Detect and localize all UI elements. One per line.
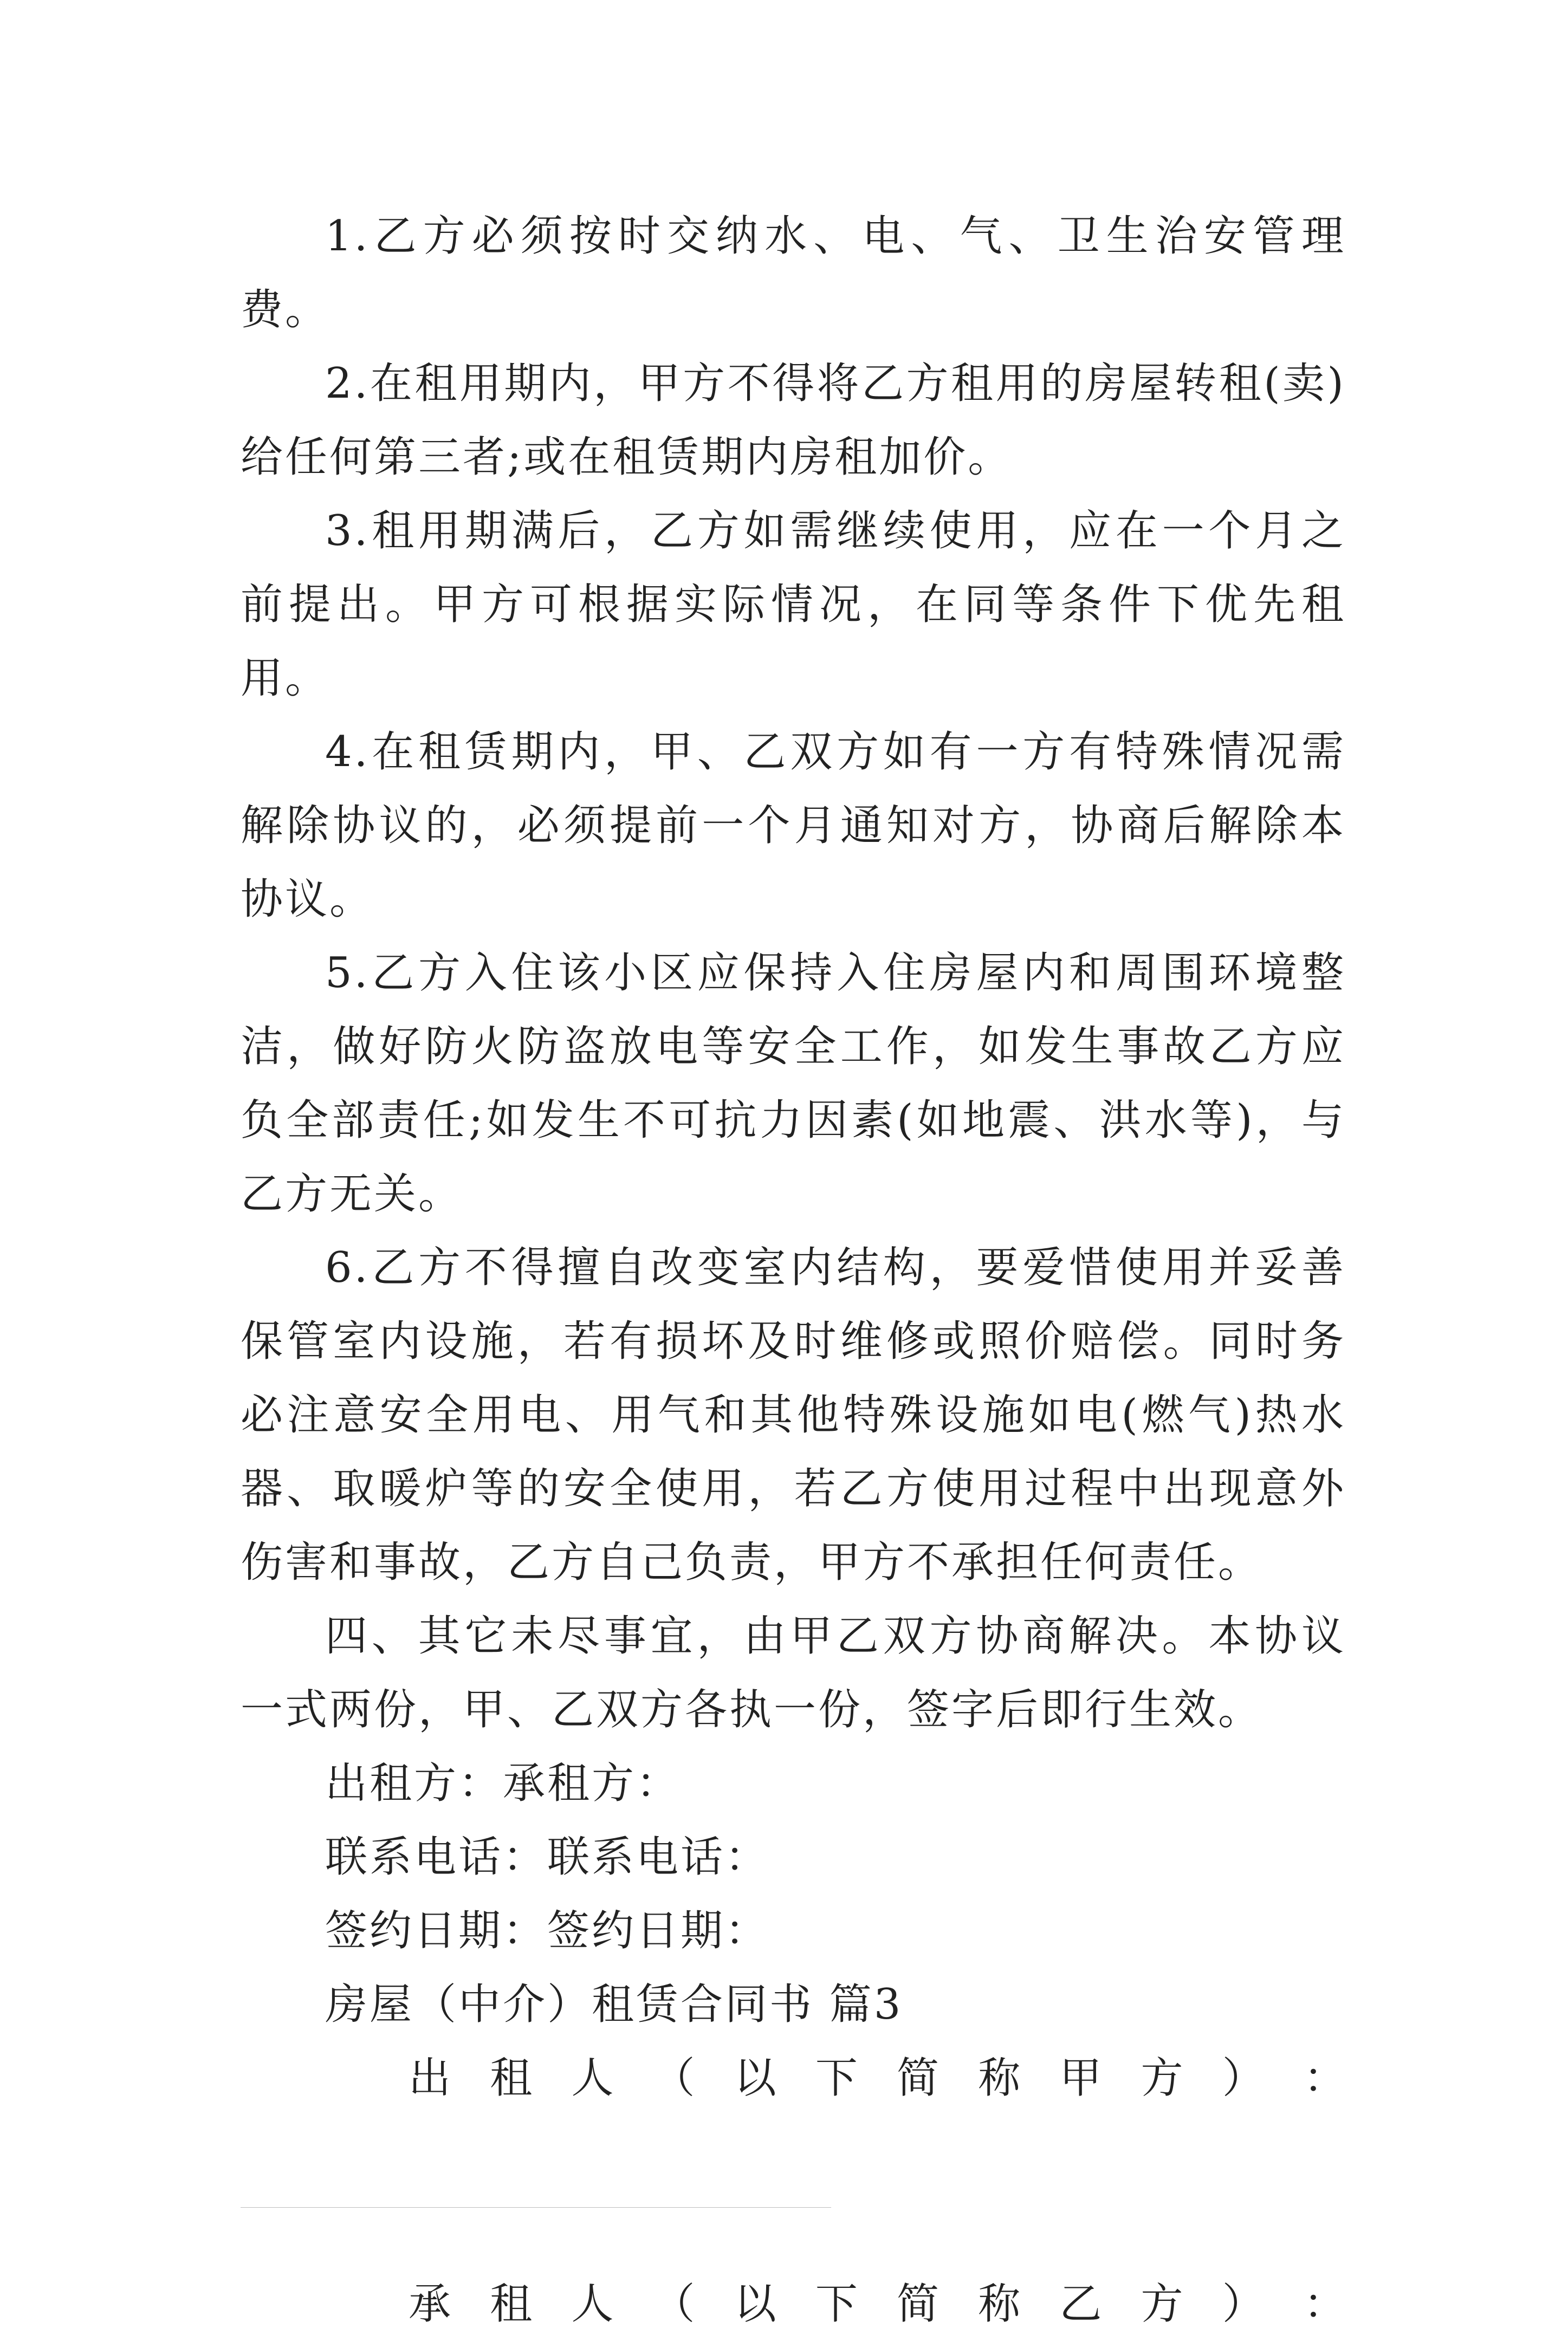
lessee-char: 以 xyxy=(734,2280,776,2329)
lessor-char: 以 xyxy=(734,2054,776,2103)
clause-3: 3.租用期满后，乙方如需继续使用，应在一个月之前提出。甲方可根据实际情况，在同等条件下优先租用。 xyxy=(241,507,1346,703)
lessor-label xyxy=(241,2041,1346,2115)
lessee-char: ： xyxy=(1303,2280,1346,2329)
document-body xyxy=(241,199,1346,2341)
clause-4: 4.在租赁期内，甲、乙双方如有一方有特殊情况需解除协议的，必须提前一个月通知对方，协商后解除本协议。 xyxy=(241,728,1346,924)
lessee-char: 租 xyxy=(490,2280,533,2329)
lessee-char: ） xyxy=(1222,2280,1265,2329)
lessor-char: 下 xyxy=(815,2054,858,2103)
lessor-char: 简 xyxy=(897,2054,939,2103)
lessor-char: 甲 xyxy=(1059,2054,1102,2103)
clause-four-general: 四、其它未尽事宜，由甲乙双方协商解决。本协议一式两份，甲、乙双方各执一份，签字后即行生效。 xyxy=(241,1612,1346,1734)
lessee-label xyxy=(241,2267,1346,2341)
lessee-char: （ xyxy=(652,2280,695,2329)
lessor-char: 称 xyxy=(978,2054,1021,2103)
lessor-char: 人 xyxy=(571,2054,614,2103)
lessor-char: 租 xyxy=(490,2054,533,2103)
lessee-char: 乙 xyxy=(1059,2280,1102,2329)
lessor-char: ： xyxy=(1303,2054,1346,2103)
section-title: 房屋（中介）租赁合同书 篇3 xyxy=(325,1980,903,2029)
signature-parties: 出租方：承租方： xyxy=(325,1759,681,1808)
lessor-char: 方 xyxy=(1141,2054,1183,2103)
lessee-char: 人 xyxy=(571,2280,614,2329)
signature-phone: 联系电话：联系电话： xyxy=(325,1833,770,1882)
lessor-char: （ xyxy=(652,2054,695,2103)
lessee-char: 下 xyxy=(815,2280,858,2329)
lessee-char: 称 xyxy=(978,2280,1021,2329)
clause-1: 1.乙方必须按时交纳水、电、气、卫生治安管理费。 xyxy=(241,212,1346,334)
lessor-blank-line xyxy=(241,2207,831,2208)
clause-5: 5.乙方入住该小区应保持入住房屋内和周围环境整洁，做好防火防盗放电等安全工作，如发生事故乙方应负全部责任;如发生不可抗力因素(如地震、洪水等)，与乙方无关。 xyxy=(241,949,1346,1218)
lessor-char: 出 xyxy=(409,2054,451,2103)
lessee-char: 简 xyxy=(897,2280,939,2329)
lessee-char: 承 xyxy=(409,2280,451,2329)
lessor-char: ） xyxy=(1222,2054,1265,2103)
clause-6: 6.乙方不得擅自改变室内结构，要爱惜使用并妥善保管室内设施，若有损坏及时维修或照价赔偿。同时务必注意安全用电、用气和其他特殊设施如电(燃气)热水器、取暖炉等的安全使用，若乙方使用过程中出现意外伤害和事故，乙方自己负责，甲方不承担任何责任。 xyxy=(241,1243,1346,1587)
clause-2: 2.在租用期内，甲方不得将乙方租用的房屋转租(卖)给任何第三者;或在租赁期内房租加价。 xyxy=(241,359,1346,482)
lessee-char: 方 xyxy=(1141,2280,1183,2329)
signature-date: 签约日期：签约日期： xyxy=(325,1906,770,1955)
